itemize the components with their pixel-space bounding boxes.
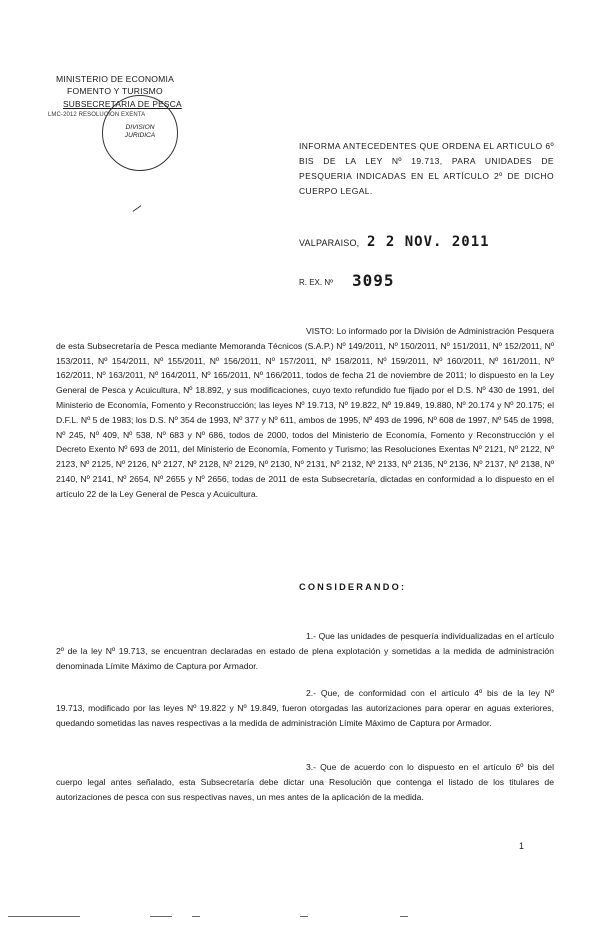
document-date: 2 2 NOV. 2011 bbox=[367, 234, 490, 250]
page-number: 1 bbox=[519, 841, 525, 851]
footer-line-3 bbox=[192, 916, 200, 917]
ministry-subname: FOMENTO Y TURISMO bbox=[67, 86, 163, 96]
footer-line-4 bbox=[300, 916, 308, 917]
considerando-2: 2.- Que, de conformidad con el artículo 4º bis de la ley Nº 19.713, modificado por las leyes Nº 19.822 y Nº 19.849, fueron otorgadas las autorizaciones para operar en aguas exteriores, quedando sometidas las naves respectivas a la medida de administración Límite Máximo de Captura por Armador. bbox=[56, 688, 554, 728]
considerando-1: 1.- Que las unidades de pesquería individualizadas en el artículo 2º de la ley Nº 19.713, se encuentran declaradas en estado de plena explotación y sometidas a la medida de administración denominada Límite Máximo de Captura por Armador. bbox=[56, 631, 554, 671]
division-juridica-stamp bbox=[102, 95, 178, 171]
document-title: INFORMA ANTECEDENTES QUE ORDENA EL ARTICULO 6º BIS DE LA LEY Nº 19.713, PARA UNIDADES DE PESQUERIA INDICADAS EN EL ARTÍCULO 2º DE DICHO CUERPO LEGAL. bbox=[299, 141, 554, 196]
footer-line-2 bbox=[150, 916, 172, 917]
footer-line-1 bbox=[8, 916, 80, 917]
rex-number: 3095 bbox=[352, 271, 395, 290]
rex-label: R. EX. Nº bbox=[299, 278, 334, 287]
visto-paragraph bbox=[56, 324, 554, 502]
footer-line-5 bbox=[400, 916, 408, 917]
considerando-3: 3.- Que de acuerdo con lo dispuesto en el artículo 6º bis del cuerpo legal antes señalado, esta Subsecretaría debe dictar una Resolución que contenga el listado de los titulares de autorizaciones de pesca con sus respectivas naves, un mes antes de la aplicación de la medida. bbox=[56, 762, 554, 802]
stamp-line-1: DIVISION bbox=[125, 124, 155, 131]
visto-text: Lo informado por la División de Administración Pesquera de esta Subsecretaría de Pesca mediante Memoranda Técnicos (S.A.P.) Nº 149/2011, Nº 150/2011, Nº 151/2011, Nº 152/2011, Nº 153/2011, Nº 154/2011, Nº 155/2011, Nº 156/2011, Nº 157/2011, Nº 158/2011, Nº 159/2011, Nº 160/2011, Nº 161/2011, Nº 162/2011, Nº 163/2011, Nº 164/2011, Nº 165/2011, Nº 166/2011, todos de fecha 21 de noviembre de 2011; lo dispuesto en la Ley General de Pesca y Acuicultura, Nº 18.892, y sus modificaciones, cuyo texto refundido fue fijado por el D.S. Nº 430 de 1991, del Ministerio de Economía, Fomento y Reconstrucción; las leyes Nº 19.713, Nº 19.822, Nº 19.849, 19.880, Nº 20.174 y Nº 20.175; el D.F.L. Nº 5 de 1983; los D.S. Nº 354 de 1993, Nº 377 y Nº 611, ambos de 1995, Nº 493 de 1996, Nº 608 de 1997, Nº 545 de 1998, Nº 245, Nº 409, Nº 538, Nº 683 y Nº 686, todos de 2000, todos del Ministerio de Economía, Fomento y Reconstrucción y el Decreto Exento Nº 693 de 2011, del Ministerio de Economía, Fomento y Turismo; las Resoluciones Exentas Nº 2121, Nº 2122, Nº 2123, Nº 2125, Nº 2126, Nº 2127, Nº 2128, Nº 2129, Nº 2130, Nº 2131, Nº 2132, Nº 2133, Nº 2135, Nº 2136, Nº 2137, Nº 2138, Nº 2140, Nº 2141, Nº 2654, Nº 2655 y Nº 2656, todas de 2011 de esta Subsecretaría, dictadas en conformidad a lo dispuesto en el artículo 22 de la Ley General de Pesca y Acuicultura. bbox=[56, 326, 555, 499]
ministry-name: MINISTERIO DE ECONOMIA bbox=[56, 74, 175, 84]
subsecretaria-name: SUBSECRETARIA DE PESCA bbox=[63, 99, 182, 109]
place-label: VALPARAISO, bbox=[299, 238, 360, 248]
pen-mark bbox=[133, 205, 142, 212]
reference-code: LMC-2012 RESOLUCION EXENTA bbox=[48, 112, 146, 118]
considerando-heading: CONSIDERANDO: bbox=[299, 582, 407, 592]
stamp-line-2: JURIDICA bbox=[124, 132, 156, 139]
visto-lead: VISTO: bbox=[306, 326, 335, 336]
